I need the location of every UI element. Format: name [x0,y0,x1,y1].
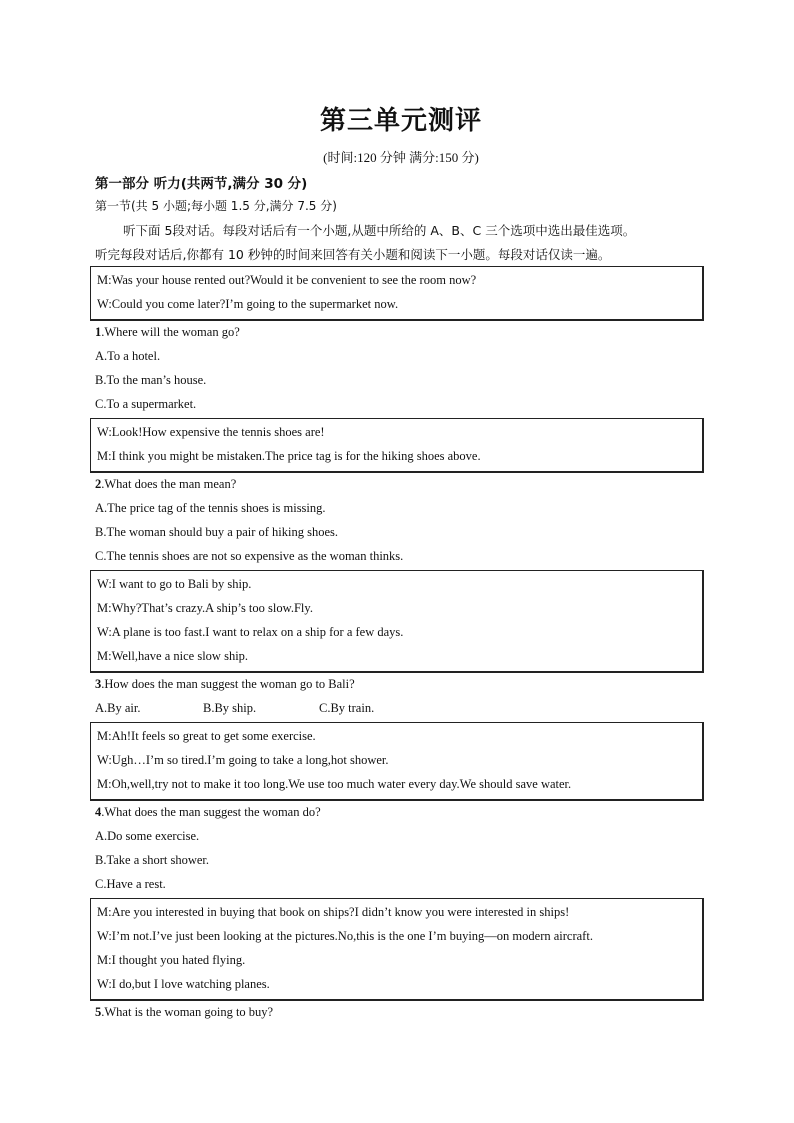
dialogue-line: M:Ah!It feels so great to get some exercise. [97,729,316,743]
question-3: 3.How does the man suggest the woman go to Bali? [95,677,355,691]
option-b: B.To the man’s house. [95,373,207,387]
option-a: A.By air. [95,701,141,715]
question-5: 5.What is the woman going to buy? [95,1005,274,1019]
question-4: 4.What does the man suggest the woman do? [95,805,321,819]
dialogue-line: W:I’m not.I’ve just been looking at the pictures.No,this is the one I’m buying—on modern aircraft. [97,929,593,943]
part-heading: 第一部分 听力(共两节,满分 30 分) [95,176,308,192]
dialogue-line: W:A plane is too fast.I want to relax on a ship for a few days. [97,625,404,639]
dialogue-box-5 [90,898,704,1001]
dialogue-box-4 [90,722,704,801]
dialogue-box-2 [90,418,704,473]
dialogue-line: W:Could you come later?I’m going to the supermarket now. [97,297,399,311]
option-c: C.By train. [319,701,375,715]
option-c: C.Have a rest. [95,877,166,891]
dialogue-line: M:Was your house rented out?Would it be convenient to see the room now? [97,273,477,287]
option-b: B.By ship. [203,701,257,715]
option-c: C.To a supermarket. [95,397,197,411]
dialogue-box-3 [90,570,704,673]
dialogue-line: W:I want to go to Bali by ship. [97,577,252,591]
option-b: B.The woman should buy a pair of hiking shoes. [95,525,339,539]
question-1: 1.Where will the woman go? [95,325,240,339]
dialogue-line: M:I thought you hated flying. [97,953,246,967]
option-a: A.The price tag of the tennis shoes is missing. [95,501,326,515]
dialogue-line: W:Look!How expensive the tennis shoes are! [97,425,325,439]
dialogue-line: M:Are you interested in buying that book on ships?I didn’t know you were interested in ships! [97,905,570,919]
dialogue-line: M:Oh,well,try not to make it too long.We use too much water every day.We should save water. [97,777,572,791]
instruction-line-2: 听完每段对话后,你都有 10 秒钟的时间来回答有关小题和阅读下一小题。每段对话仅读一遍。 [95,247,611,262]
dialogue-box-1 [90,266,704,321]
option-c: C.The tennis shoes are not so expensive as the woman thinks. [95,549,404,563]
dialogue-line: W:I do,but I love watching planes. [97,977,270,991]
option-a: A.Do some exercise. [95,829,200,843]
dialogue-line: M:Well,have a nice slow ship. [97,649,249,663]
section-heading: 第一节(共 5 小题;每小题 1.5 分,满分 7.5 分) [95,199,337,213]
option-a: A.To a hotel. [95,349,161,363]
option-b: B.Take a short shower. [95,853,210,867]
dialogue-line: M:I think you might be mistaken.The price tag is for the hiking shoes above. [97,449,481,463]
question-2: 2.What does the man mean? [95,477,237,491]
dialogue-line: W:Ugh…I’m so tired.I’m going to take a long,hot shower. [97,753,389,767]
page-subtitle: (时间:120 分钟 满分:150 分) [323,150,479,165]
instruction-line-1: 听下面 5段对话。每段对话后有一个小题,从题中所给的 A、B、C 三个选项中选出最佳选项。 [123,223,636,238]
dialogue-line: M:Why?That’s crazy.A ship’s too slow.Fly. [97,601,313,615]
page-title: 第三单元测评 [319,106,482,136]
